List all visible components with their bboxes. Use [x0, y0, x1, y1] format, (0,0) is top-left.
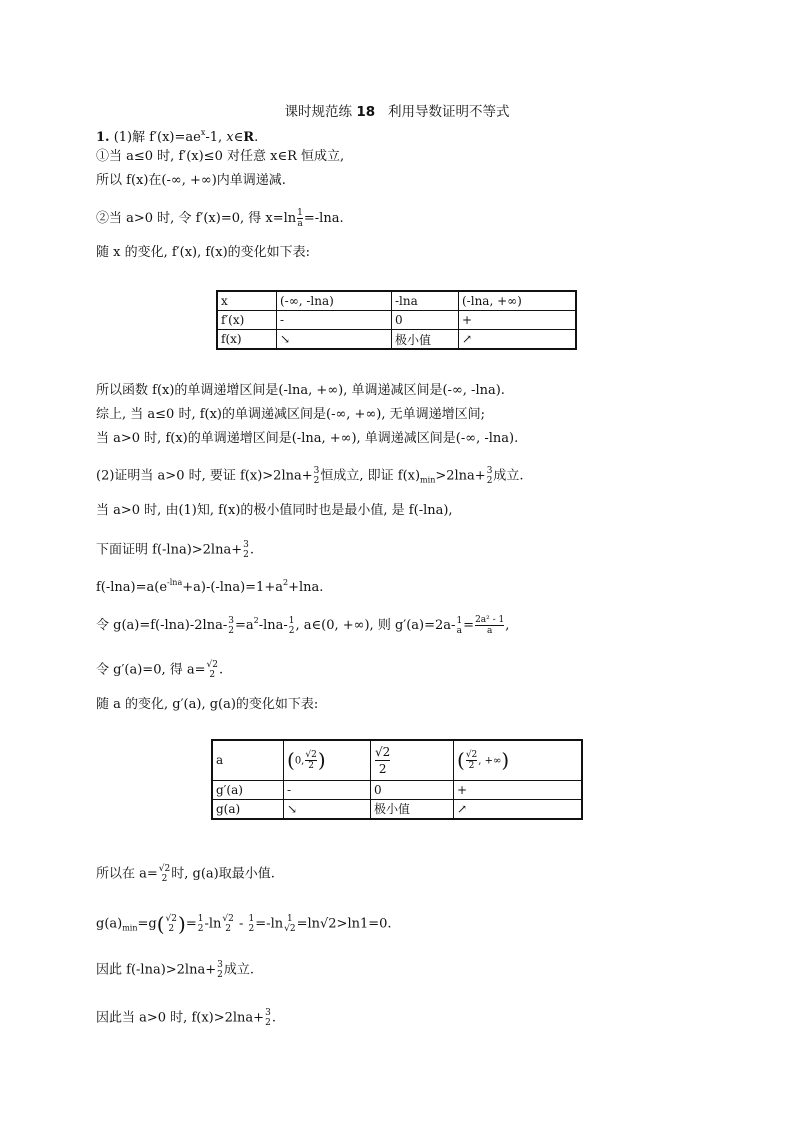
text: 所以在 a= — [96, 866, 158, 882]
numerator: 3 — [313, 466, 320, 476]
text: -ln — [204, 916, 222, 932]
paren-left: ( — [457, 748, 465, 773]
line-p3-2 — [96, 914, 392, 938]
line-p2-5 — [96, 612, 509, 636]
variation-table-2 — [211, 739, 583, 820]
table-cell: ↗ — [454, 799, 583, 819]
fraction-3-2 — [228, 616, 234, 636]
table-cell: ↘ — [277, 330, 392, 350]
text: . — [271, 1010, 276, 1026]
subscript: min — [122, 923, 138, 933]
denominator: a — [475, 625, 504, 636]
line-p1b-2: 综上, 当 a≤0 时, f(x)的单调递减区间是(-∞, +∞), 无单调递增区间; — [96, 407, 485, 422]
paren-left: ( — [287, 748, 295, 773]
text: 令 g′(a)=0, 得 a= — [96, 662, 206, 678]
text: , — [505, 618, 510, 633]
line-p2-4 — [96, 574, 323, 597]
text: (1)解 f′(x)=ae — [109, 130, 201, 145]
line-p1b-3: 当 a>0 时, f(x)的单调递增区间是(-lna, +∞), 单调递减区间是(-∞, -lna). — [96, 431, 519, 446]
text: 因此当 a>0 时, f(x)>2lna+ — [96, 1010, 265, 1026]
numerator: 3 — [243, 540, 249, 550]
text: . — [249, 542, 254, 558]
table-row — [212, 799, 582, 819]
text: 因此 f(-lna)>2lna+ — [96, 962, 217, 978]
line-p2-2: 当 a>0 时, 由(1)知, f(x)的极小值同时也是最小值, 是 f(-lna), — [96, 503, 453, 518]
text: ②当 a>0 时, 令 f′(x)=0, 得 x=ln — [96, 211, 297, 226]
table-cell: a — [212, 740, 284, 780]
title-text: 课时规范练 — [284, 104, 353, 120]
text: 成立. — [223, 962, 254, 978]
exponent: x — [200, 128, 206, 137]
set-R: R — [243, 130, 255, 145]
table-cell: -lna — [392, 291, 459, 311]
fraction-3-2 — [487, 466, 493, 486]
line-p2-7: 随 a 的变化, g′(a), g(a)的变化如下表: — [96, 697, 319, 712]
text: . — [218, 662, 224, 678]
exponent: 2 — [253, 616, 259, 625]
table-cell: (-lna, +∞) — [459, 291, 577, 311]
denominator: 2 — [225, 924, 231, 934]
table-cell: f(x) — [217, 330, 277, 350]
numerator: 1 — [248, 914, 255, 924]
text: =-ln — [255, 916, 284, 932]
page-title — [0, 100, 794, 120]
table-cell — [284, 740, 371, 780]
paren-left: ( — [156, 912, 165, 936]
text: -1, — [205, 130, 227, 145]
text: +lna. — [288, 580, 324, 595]
fraction — [297, 208, 303, 229]
table-cell: g(a) — [212, 799, 284, 819]
text: 下面证明 f(-lna)>2lna+ — [96, 542, 243, 558]
line-p1-3: 所以 f(x)在(-∞, +∞)内单调递减. — [96, 173, 286, 188]
text: ∈ — [233, 130, 244, 145]
table-cell: + — [459, 311, 577, 330]
numerator: 1 — [288, 615, 295, 626]
table-row — [212, 740, 582, 780]
text: g(a) — [96, 916, 123, 932]
text: = — [463, 618, 475, 633]
fraction-3-2 — [217, 960, 223, 980]
denominator: 2 — [209, 670, 216, 680]
text: -lna- — [258, 618, 288, 633]
line-p1-1 — [96, 124, 258, 147]
denominator: 2 — [197, 924, 204, 934]
fraction-1-sqrt2 — [284, 914, 295, 934]
table-cell: - — [284, 780, 371, 799]
denominator: √2 — [284, 924, 296, 934]
numerator: √2 — [222, 914, 234, 924]
denominator: 2 — [248, 924, 255, 934]
fraction-sqrt2-2 — [305, 750, 316, 771]
table-cell: + — [454, 780, 583, 799]
numerator: 1 — [456, 615, 463, 626]
fraction-sqrt2-2 — [375, 744, 390, 777]
line-p1-2: ①当 a≤0 时, f′(x)≤0 对任意 x∈R 恒成立, — [96, 149, 345, 164]
text: . — [254, 130, 259, 145]
fraction-1-2 — [289, 616, 295, 636]
fraction-1-a — [456, 616, 462, 636]
table-cell: g′(a) — [212, 780, 284, 799]
fraction-sqrt2-2 — [159, 864, 170, 884]
denominator: 2 — [305, 760, 316, 771]
paren-right: ) — [178, 912, 186, 936]
denominator: 2 — [243, 550, 249, 560]
table-cell: 0 — [371, 780, 454, 799]
fraction-3-2 — [314, 466, 320, 486]
table-row — [217, 311, 576, 330]
denominator: a — [297, 219, 303, 229]
denominator: 2 — [313, 476, 320, 486]
paren-right: ) — [317, 748, 326, 773]
subscript: min — [420, 475, 436, 485]
line-p1b-1: 所以函数 f(x)的单调递增区间是(-lna, +∞), 单调递减区间是(-∞, -lna). — [96, 383, 505, 398]
table-cell: ↗ — [459, 330, 577, 350]
line-p2-3 — [96, 540, 254, 560]
text: =ln√2>ln1=0. — [296, 916, 392, 932]
paren-right: ) — [501, 748, 510, 773]
fraction-derivative — [475, 615, 504, 636]
text: = — [185, 916, 197, 932]
numerator: √2 — [158, 864, 171, 874]
numerator: 1 — [286, 914, 293, 924]
fraction-sqrt2-2 — [222, 914, 233, 934]
table-cell: ↘ — [284, 799, 371, 819]
denominator: 2 — [466, 760, 477, 771]
numerator: 3 — [265, 1008, 271, 1018]
text: 恒成立, 即证 f(x) — [320, 468, 421, 484]
numerator: 1 — [197, 914, 204, 924]
line-p2-6 — [96, 660, 223, 680]
fraction-3-2 — [243, 540, 249, 560]
title-number: 18 — [356, 104, 376, 120]
line-p3-4 — [96, 1008, 276, 1028]
line-p1-4 — [96, 208, 344, 229]
numerator: 3 — [486, 466, 493, 476]
line-p3-3 — [96, 960, 254, 980]
denominator: 2 — [228, 625, 234, 636]
numerator: √2 — [465, 749, 478, 760]
numerator: √2 — [305, 749, 317, 760]
variation-table-1 — [216, 290, 577, 350]
table-cell: x — [217, 291, 277, 311]
fraction-sqrt2-2 — [207, 660, 218, 680]
table-cell: (-∞, -lna) — [277, 291, 392, 311]
denominator: 2 — [161, 874, 168, 884]
table-cell: 极小值 — [392, 330, 459, 350]
fraction-3-2 — [265, 1008, 271, 1028]
table-row — [212, 780, 582, 799]
line-p3-1 — [96, 864, 275, 884]
line-p2-1 — [96, 466, 524, 490]
numerator: 3 — [228, 615, 234, 626]
text: (2)证明当 a>0 时, 要证 f(x)>2lna+ — [96, 468, 313, 484]
text: +a)-(-lna)=1+a — [182, 580, 283, 595]
title-topic: 利用导数证明不等式 — [387, 104, 510, 120]
problem-number: 1. — [96, 130, 110, 145]
denominator: a — [456, 625, 462, 636]
text: f(-lna)=a(e — [96, 580, 168, 595]
table-cell: - — [277, 311, 392, 330]
table-cell: f′(x) — [217, 311, 277, 330]
table-row — [217, 291, 576, 311]
numerator: 1 — [297, 208, 303, 218]
fraction-sqrt2-2 — [466, 750, 477, 771]
fraction-1-2 — [198, 914, 204, 934]
numerator: 3 — [217, 960, 223, 970]
text: 时, g(a)取最小值. — [171, 866, 275, 882]
table-cell — [454, 740, 583, 780]
var: x — [226, 130, 234, 145]
denominator: 2 — [168, 924, 175, 934]
denominator: 2 — [217, 970, 223, 980]
table-row — [217, 330, 576, 350]
fraction-1-2 — [249, 914, 255, 934]
numerator: 2a² - 1 — [475, 615, 505, 625]
fraction-sqrt2-2 — [166, 914, 177, 934]
line-p1-5: 随 x 的变化, f′(x), f(x)的变化如下表: — [96, 245, 311, 260]
text: >2lna+ — [435, 468, 486, 484]
text: =a — [234, 618, 254, 633]
table-cell: 0 — [392, 311, 459, 330]
text: 成立. — [493, 468, 524, 484]
table-cell — [371, 740, 454, 780]
numerator: √2 — [206, 660, 218, 670]
text: 令 g(a)=f(-lna)-2lna- — [96, 618, 228, 633]
denominator: 2 — [375, 760, 390, 777]
denominator: 2 — [288, 625, 295, 636]
text: , a∈(0, +∞), 则 g′(a)=2a- — [295, 618, 456, 633]
denominator: 2 — [486, 476, 493, 486]
exponent: 2 — [282, 578, 289, 587]
numerator: √2 — [375, 744, 391, 759]
exponent: -lna — [167, 578, 183, 587]
text: =g — [137, 916, 157, 932]
text: =-lna. — [303, 211, 344, 226]
numerator: √2 — [165, 914, 178, 924]
text: - — [234, 916, 248, 932]
denominator: 2 — [265, 1018, 271, 1028]
pinf-text: , +∞ — [478, 755, 502, 767]
table-cell: 极小值 — [371, 799, 454, 819]
zero-text: 0, — [294, 755, 305, 767]
